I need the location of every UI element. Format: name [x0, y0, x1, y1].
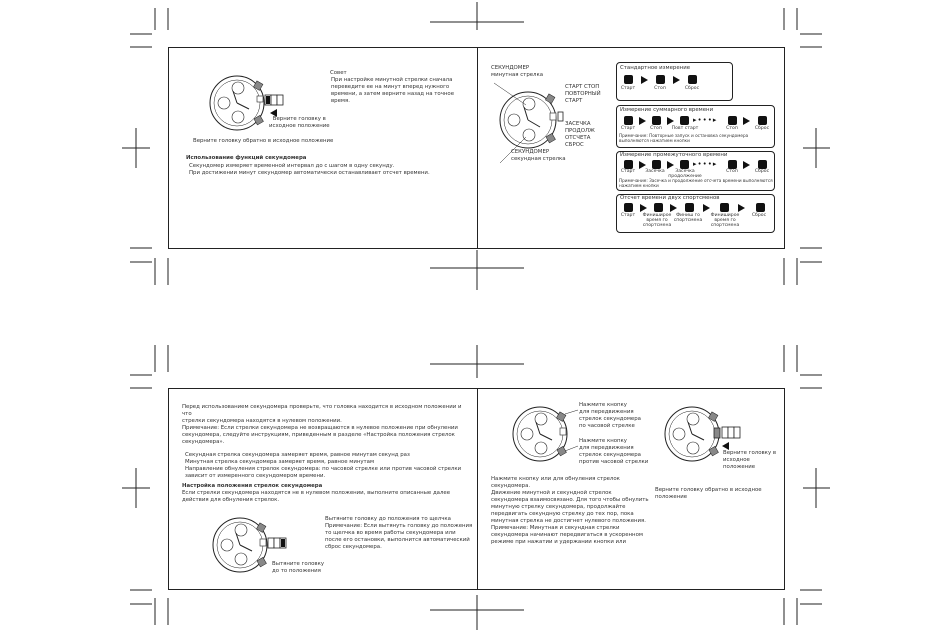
step-label: Финиширое время го спортсмена — [642, 213, 672, 228]
button-icon — [758, 116, 767, 125]
mode-title-standard: Стандартное измерение — [620, 65, 691, 71]
mode-note-split: Примечание: Засечка и продолжение отсчета времени выполняются нажатием кнопки — [619, 178, 773, 188]
mode-title-cumulative: Измерение суммарного времени — [620, 107, 714, 113]
bl-paragraph-3: Если стрелки секундомера находятся не в нулевом положении, выполните описанные далее действия для обнуления стрелок. — [182, 490, 451, 503]
tip-title: Совет — [330, 70, 347, 76]
step-label: Сброс — [754, 169, 770, 174]
stopwatch-line2: При достижении минут секундомер автоматически останавливает отсчет времени. — [189, 170, 430, 176]
button-icon — [720, 203, 729, 212]
step-label: Старт — [620, 213, 636, 218]
arrow-left-icon — [722, 442, 729, 450]
arrow-icon — [673, 76, 680, 84]
step-label: Стоп — [654, 86, 666, 91]
step-label: Сброс — [754, 126, 770, 131]
watch-diagram-br-left — [508, 400, 588, 470]
arrow-icon — [670, 204, 677, 212]
step-label: Стоп — [726, 169, 738, 174]
return-crown-back-label: Верните головку обратно в исходное положение — [193, 138, 334, 144]
button-icon — [624, 116, 633, 125]
stopwatch-line1: Секундомер измеряет временной интервал до с шагом в одну секунду. — [189, 163, 395, 169]
press-counterclockwise-note: Нажмите кнопку для передвижения стрелок секундомера против часовой стрелки — [579, 438, 649, 465]
label-start-stop: СТАРТ СТОП ПОВТОРНЫЙ СТАРТ — [565, 84, 601, 104]
button-icon — [758, 160, 767, 169]
tip-body: При настройке минутной стрелки сначала переведите ее на минут вперед нужного времени, а затем верните назад на точное время. — [331, 77, 455, 104]
ellipsis-icon: ▸•••▸ — [693, 160, 718, 168]
button-icon — [624, 75, 633, 84]
spread-divider-bottom — [477, 388, 478, 590]
button-icon — [680, 160, 689, 169]
label-second-hand: СЕКУНДОМЕР секундная стрелка — [511, 149, 566, 162]
button-icon — [652, 160, 661, 169]
mode-title-split: Измерение промежуточного времени — [620, 152, 728, 158]
step-label: Стоп — [726, 126, 738, 131]
step-label: Сброс — [751, 213, 767, 218]
section-heading-stopwatch: Использование функций секундомера — [186, 155, 307, 161]
section-heading-hand-adjust: Настройка положения стрелок секундомера — [182, 483, 323, 489]
bl-paragraph-2: Секундная стрелка секундомера замеряет время, равное минутам секунд раз Минутная стрелка секундомера замеряет время, равное минутам Направление обнуления стрелок секундомера: по часовой стрелке или против часовой стрелки зависит от измеренного секундомером времени. — [185, 452, 462, 479]
ellipsis-icon: ▸•••▸ — [693, 116, 718, 124]
arrow-icon — [641, 76, 648, 84]
arrow-icon — [640, 204, 647, 212]
step-label: Сброс — [684, 86, 700, 91]
arrow-icon — [667, 161, 674, 169]
button-icon — [680, 116, 689, 125]
step-label: Старт — [620, 86, 636, 91]
button-icon — [624, 203, 633, 212]
button-icon — [624, 160, 633, 169]
label-split-reset: ЗАСЕЧКА ПРОДОЛЖ ОТСЧЕТА СБРОС — [565, 121, 595, 148]
br-body: Нажмите кнопку или для обнуления стрелок секундомера. Движение минутной и секундной стрелок секундомера взаимосвязано. Для того чтобы обнулить минутную стрелку секундомера, продолжайте передвигать секундную стрелку до тех пор, пока минутная стрелка не достигнет нулевого положения. Примечание: Минутная и секундная стрелки секундомера начинают передвигаться в ускоренном режиме при нажатии и удержании кнопки или — [491, 476, 649, 545]
arrow-icon — [703, 204, 710, 212]
button-icon — [654, 203, 663, 212]
button-icon — [652, 116, 661, 125]
button-icon — [656, 75, 665, 84]
arrow-icon — [667, 117, 674, 125]
step-label: Старт — [620, 126, 636, 131]
pull-crown-label: Вытяните головку до то положения — [272, 561, 325, 574]
spread-divider-top — [477, 47, 478, 249]
br-return-crown-label: Верните головку в исходное положение — [723, 450, 777, 470]
arrow-icon — [738, 204, 745, 212]
label-minute-hand: СЕКУНДОМЕР минутная стрелка — [491, 65, 544, 78]
step-label: Засечка — [645, 169, 665, 174]
button-icon — [728, 160, 737, 169]
button-icon — [685, 203, 694, 212]
pull-crown-note: Вытяните головку до положения то щелчка Примечание: Если вытянуть головку до положения то щелчка во время работы секундомера или после его остановки, выполнится автоматический сброс секундомера. — [325, 516, 473, 550]
bl-paragraph-1: Перед использованием секундомера проверьте, что головка находится в исходном положении и что стрелки секундомера находятся в нулевом положении. Примечание: Если стрелки секундомера не возвращаются в нулевое положение при обнулении секундомера, следуйте инструкциям, приведенным в разделе «Настройка положения стрелок секундомера». — [182, 404, 462, 445]
step-label: Засечка продолжение — [668, 169, 702, 179]
step-label: Повт старт — [671, 126, 699, 131]
watch-diagram-tl — [205, 72, 305, 142]
mode-note-cumulative: Примечание: Повторные запуск и остановка секундомера выполняются нажатием кнопки — [619, 133, 749, 143]
return-crown-label: Верните головку в исходное положение — [269, 116, 330, 129]
step-label: Финиширое время го спортсмена — [710, 213, 740, 228]
arrow-icon — [743, 117, 750, 125]
br-return-crown-back-label: Верните головку обратно в исходное положение — [655, 487, 762, 500]
step-label: Финиш го спортсмена — [673, 213, 703, 223]
step-label: Старт — [620, 169, 636, 174]
arrow-icon — [639, 161, 646, 169]
step-label: Стоп — [650, 126, 662, 131]
mode-title-two-runners: Отсчет времени двух спортсменов — [620, 195, 720, 201]
arrow-icon — [639, 117, 646, 125]
button-icon — [728, 116, 737, 125]
arrow-icon — [743, 161, 750, 169]
press-clockwise-note: Нажмите кнопку для передвижения стрелок секундомера по часовой стрелке — [579, 402, 641, 429]
button-icon — [688, 75, 697, 84]
button-icon — [756, 203, 765, 212]
